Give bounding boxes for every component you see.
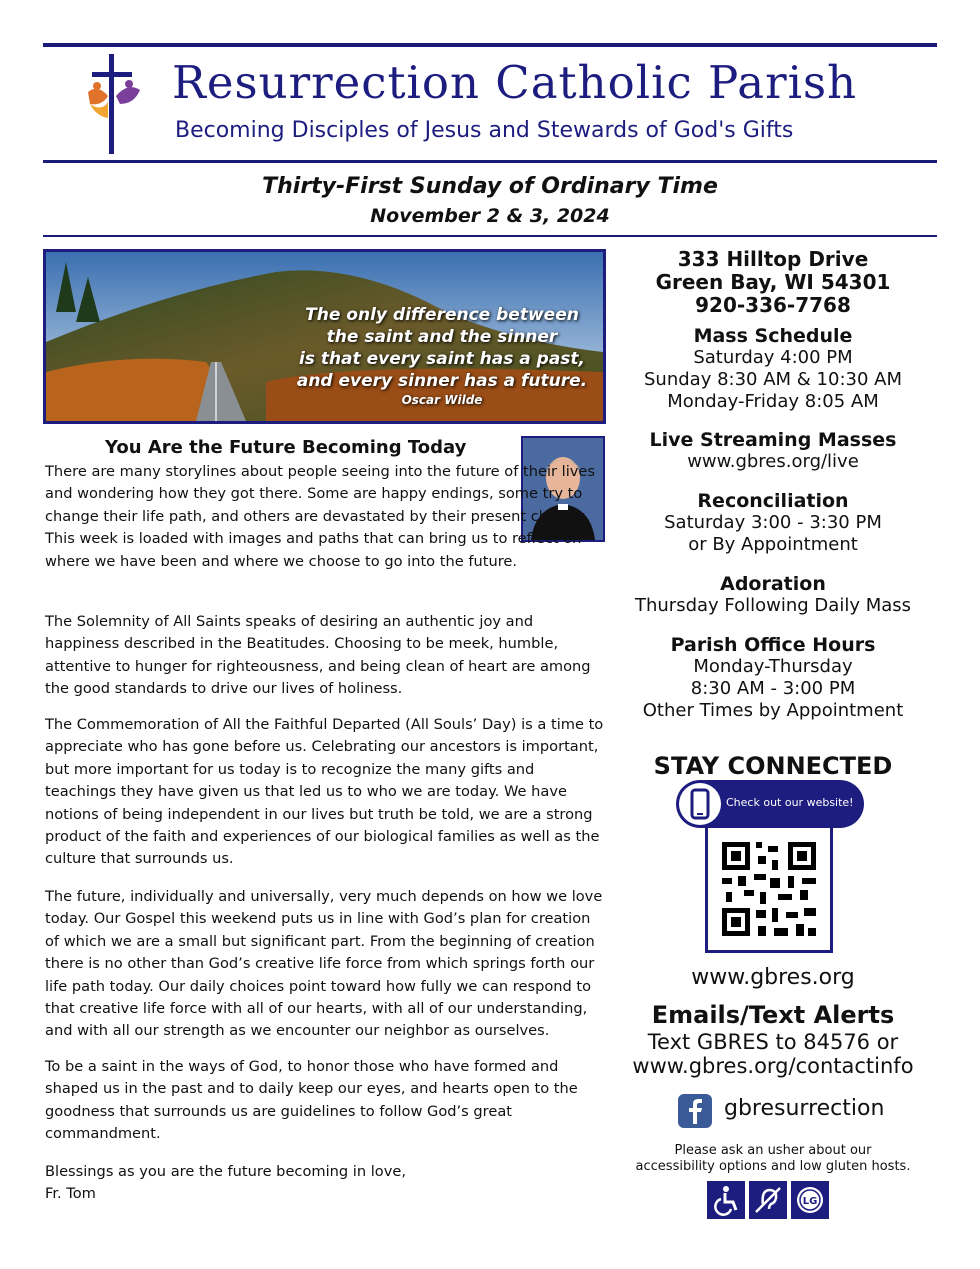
alerts-line[interactable]: www.gbres.org/contactinfo: [632, 1054, 914, 1078]
quote-line: and every sinner has a future.: [296, 371, 588, 391]
website-prompt: Check out our website!: [726, 796, 854, 809]
phone-icon: [679, 783, 721, 825]
header-bottom-rule: [43, 160, 937, 163]
article-headline: You Are the Future Becoming Today: [105, 437, 467, 458]
article-paragraph: The Solemnity of All Saints speaks of desiring an authentic joy and happiness described in the Beatitudes. Choosing to be meek, humble, attentive to hunger for righteousness, and being clean of heart are among the good standards to drive our lives of holiness.: [45, 613, 591, 698]
cross-logo-icon: [82, 52, 144, 156]
parish-tagline: Becoming Disciples of Jesus and Stewards of God's Gifts: [175, 118, 794, 143]
qr-code[interactable]: [705, 825, 833, 953]
low-gluten-icon: [791, 1181, 829, 1219]
wheelchair-icon: [707, 1181, 745, 1219]
article-paragraph: The future, individually and universally, very much depends on how we love today. Our Gospel this weekend puts us in line with God’s plan for creation of which we are a small but significant part. From the beginning of creation there is no other than God’s creative life force from which springs forth our life path today. Our daily choices point toward how fully we can respond to that creative life force with all of our hearts, with all of our understanding, and with all our strength as we encounter our neighbor as ourselves.: [45, 888, 603, 1040]
mass-line: Monday-Friday 8:05 AM: [667, 391, 879, 412]
alerts-line: Text GBRES to 84576 or: [647, 1030, 899, 1054]
recon-line: or By Appointment: [688, 534, 858, 555]
website-link[interactable]: www.gbres.org: [691, 965, 855, 990]
issue-title: Thirty-First Sunday of Ordinary Time: [262, 174, 718, 199]
office-line: Monday-Thursday: [693, 656, 853, 677]
parish-name: Resurrection Catholic Parish: [172, 56, 858, 109]
adoration: [618, 573, 928, 617]
mass-line: Saturday 4:00 PM: [693, 347, 853, 368]
office-hours: [618, 634, 928, 722]
accessibility-note: [618, 1143, 928, 1175]
mass-schedule: [618, 325, 928, 413]
facebook-icon[interactable]: [678, 1094, 712, 1128]
quote-line: The only difference between: [305, 305, 579, 325]
quote-line: the saint and the sinner: [326, 327, 558, 347]
stay-connected-heading: STAY CONNECTED: [653, 752, 893, 780]
live-streaming: [618, 429, 928, 473]
website-callout[interactable]: [676, 780, 864, 828]
recon-line: Saturday 3:00 - 3:30 PM: [664, 512, 882, 533]
signature: Fr. Tom: [45, 1185, 96, 1203]
article-closing: Blessings as you are the future becoming in love, Fr. Tom: [45, 1163, 406, 1203]
issue-rule: [43, 235, 937, 237]
alerts: [618, 1000, 928, 1078]
office-heading: Parish Office Hours: [670, 634, 876, 656]
quote-line: is that every saint has a past,: [298, 349, 586, 369]
recon-heading: Reconciliation: [697, 490, 849, 512]
alerts-heading: Emails/Text Alerts: [651, 1001, 895, 1029]
address-line: 333 Hilltop Drive: [677, 247, 869, 271]
office-line: 8:30 AM - 3:00 PM: [690, 678, 856, 699]
address-block: [618, 248, 928, 317]
qr-code-icon: [708, 828, 830, 950]
low-gluten-label: LG: [802, 1196, 818, 1207]
address-line: Green Bay, WI 54301: [655, 270, 891, 294]
mass-line: Sunday 8:30 AM & 10:30 AM: [644, 369, 902, 390]
access-line: accessibility options and low gluten hosts.: [635, 1159, 911, 1174]
hero-quote: [282, 304, 602, 408]
live-url-link[interactable]: www.gbres.org/live: [687, 451, 859, 472]
adoration-heading: Adoration: [720, 573, 826, 595]
article-paragraph: There are many storylines about people seeing into the future of their lives and wondering how they got there. Some are happy endings, some try to change their life path, and others are devastated by their present choices. This week is loaded with images and paths that can bring us to reflect on where we have been and where we choose to go into the future.: [45, 463, 595, 570]
issue-date: November 2 & 3, 2024: [370, 205, 610, 227]
adoration-text: Thursday Following Daily Mass: [634, 595, 912, 616]
office-line: Other Times by Appointment: [642, 700, 904, 721]
article-paragraph: The Commemoration of All the Faithful Departed (All Souls’ Day) is a time to appreciate who has gone before us. Celebrating our ancestors is important, but more important for us today is to recognize the many gifts and teachings they have given us that led us to who we are today. We have notions of being independent in our lives but truth be told, we are a strong product of the faith and experiences of our biological families as well as the culture that surrounds us.: [45, 716, 604, 868]
live-heading: Live Streaming Masses: [649, 429, 897, 451]
hero-image: [43, 249, 606, 424]
hearing-assist-icon: [749, 1181, 787, 1219]
article-paragraph: To be a saint in the ways of God, to honor those who have formed and shaped us in the past and to daily keep our eyes, and hearts open to the goodness that surrounds us are guidelines to follow God’s great commandment.: [45, 1058, 578, 1143]
quote-author: Oscar Wilde: [401, 393, 483, 407]
facebook-handle[interactable]: gbresurrection: [724, 1096, 885, 1121]
mass-heading: Mass Schedule: [693, 325, 853, 347]
phone-number: 920-336-7768: [695, 293, 851, 317]
top-rule: [43, 43, 937, 47]
reconciliation: [618, 490, 928, 556]
access-line: Please ask an usher about our: [674, 1143, 872, 1158]
